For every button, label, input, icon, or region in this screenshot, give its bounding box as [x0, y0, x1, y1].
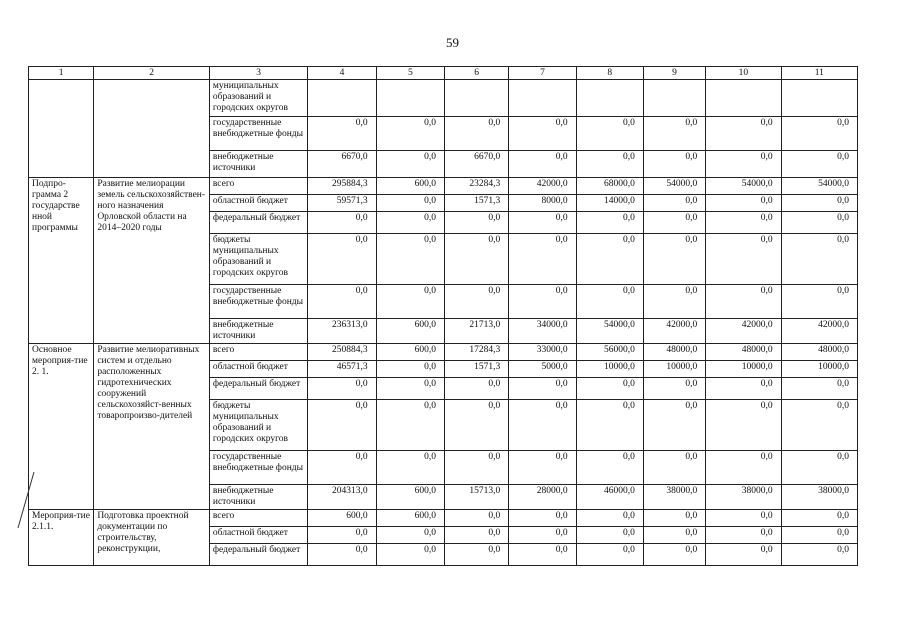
amount-cell: 0,0: [576, 234, 643, 285]
funding-source-cell: областной бюджет: [209, 195, 307, 212]
amount-cell: 6670,0: [308, 151, 376, 178]
header-cell: 1: [29, 67, 94, 80]
amount-cell: 54000,0: [781, 178, 857, 195]
program-code-cell: [29, 80, 94, 178]
funding-source-cell: внебюджетные источники: [209, 319, 307, 344]
program-name-cell: Развитие мелиорации земель сельскохозяйствен-ного назначения Орловской области на 2014–2020 годы: [94, 178, 210, 344]
funding-source-cell: областной бюджет: [209, 527, 307, 544]
amount-cell: 0,0: [444, 378, 508, 400]
amount-cell: 0,0: [509, 378, 576, 400]
amount-cell: [509, 80, 576, 117]
amount-cell: 0,0: [643, 151, 705, 178]
amount-cell: 0,0: [444, 212, 508, 234]
amount-cell: 33000,0: [509, 344, 576, 361]
amount-cell: [376, 80, 444, 117]
table-row: [29, 344, 858, 361]
amount-cell: 6670,0: [444, 151, 508, 178]
amount-cell: 0,0: [444, 451, 508, 485]
table-body: [29, 67, 858, 566]
funding-source-cell: муниципальных образований и городских округов: [209, 80, 307, 117]
amount-cell: 0,0: [444, 544, 508, 566]
budget-table: [28, 66, 858, 566]
amount-cell: 0,0: [643, 544, 705, 566]
header-cell: 2: [94, 67, 210, 80]
header-cell: 6: [444, 67, 508, 80]
amount-cell: 0,0: [781, 195, 857, 212]
amount-cell: 0,0: [576, 378, 643, 400]
amount-cell: 0,0: [643, 117, 705, 151]
amount-cell: 0,0: [376, 378, 444, 400]
amount-cell: 0,0: [308, 451, 376, 485]
amount-cell: 0,0: [308, 378, 376, 400]
amount-cell: 0,0: [509, 212, 576, 234]
amount-cell: 54000,0: [576, 319, 643, 344]
amount-cell: 0,0: [308, 527, 376, 544]
amount-cell: 10000,0: [706, 361, 781, 378]
funding-source-cell: бюджеты муниципальных образований и городских округов: [209, 400, 307, 451]
amount-cell: 600,0: [376, 485, 444, 510]
page-number: 59: [446, 35, 459, 50]
amount-cell: 46000,0: [576, 485, 643, 510]
amount-cell: 38000,0: [706, 485, 781, 510]
amount-cell: 0,0: [781, 151, 857, 178]
table-row: [29, 178, 858, 195]
amount-cell: 0,0: [444, 234, 508, 285]
header-cell: 7: [509, 67, 576, 80]
amount-cell: 0,0: [509, 285, 576, 319]
amount-cell: 0,0: [444, 117, 508, 151]
amount-cell: 0,0: [376, 117, 444, 151]
header-row: [29, 67, 858, 80]
amount-cell: 0,0: [643, 510, 705, 527]
table-row: [29, 80, 858, 117]
amount-cell: 0,0: [376, 234, 444, 285]
amount-cell: 0,0: [643, 195, 705, 212]
amount-cell: [643, 80, 705, 117]
amount-cell: 10000,0: [781, 361, 857, 378]
amount-cell: 0,0: [444, 527, 508, 544]
amount-cell: 28000,0: [509, 485, 576, 510]
pen-mark: [14, 470, 38, 530]
amount-cell: 0,0: [781, 285, 857, 319]
amount-cell: 0,0: [706, 544, 781, 566]
amount-cell: 0,0: [643, 378, 705, 400]
amount-cell: 0,0: [576, 544, 643, 566]
amount-cell: 0,0: [781, 451, 857, 485]
amount-cell: 38000,0: [781, 485, 857, 510]
amount-cell: 42000,0: [643, 319, 705, 344]
funding-source-cell: внебюджетные источники: [209, 151, 307, 178]
amount-cell: 0,0: [509, 117, 576, 151]
amount-cell: 0,0: [376, 527, 444, 544]
amount-cell: 59571,3: [308, 195, 376, 212]
amount-cell: 0,0: [308, 544, 376, 566]
funding-source-cell: государственные внебюджетные фонды: [209, 117, 307, 151]
amount-cell: 0,0: [376, 195, 444, 212]
amount-cell: 0,0: [509, 527, 576, 544]
amount-cell: 0,0: [781, 378, 857, 400]
funding-source-cell: всего: [209, 510, 307, 527]
amount-cell: 0,0: [781, 544, 857, 566]
amount-cell: 0,0: [509, 151, 576, 178]
amount-cell: 600,0: [376, 344, 444, 361]
amount-cell: 0,0: [509, 400, 576, 451]
amount-cell: 600,0: [376, 178, 444, 195]
amount-cell: 0,0: [781, 234, 857, 285]
amount-cell: 0,0: [781, 527, 857, 544]
amount-cell: [576, 80, 643, 117]
amount-cell: 48000,0: [643, 344, 705, 361]
amount-cell: [781, 80, 857, 117]
funding-source-cell: бюджеты муниципальных образований и городских округов: [209, 234, 307, 285]
amount-cell: 0,0: [376, 212, 444, 234]
amount-cell: 0,0: [444, 400, 508, 451]
amount-cell: 8000,0: [509, 195, 576, 212]
amount-cell: 0,0: [509, 451, 576, 485]
funding-source-cell: государственные внебюджетные фонды: [209, 285, 307, 319]
amount-cell: [444, 80, 508, 117]
amount-cell: 0,0: [781, 212, 857, 234]
amount-cell: 0,0: [376, 151, 444, 178]
header-cell: 9: [643, 67, 705, 80]
funding-source-cell: федеральный бюджет: [209, 378, 307, 400]
amount-cell: 600,0: [376, 510, 444, 527]
amount-cell: 1571,3: [444, 361, 508, 378]
amount-cell: 54000,0: [706, 178, 781, 195]
header-cell: 8: [576, 67, 643, 80]
amount-cell: 56000,0: [576, 344, 643, 361]
amount-cell: 0,0: [376, 400, 444, 451]
amount-cell: 0,0: [308, 117, 376, 151]
amount-cell: 0,0: [781, 400, 857, 451]
amount-cell: 0,0: [444, 285, 508, 319]
program-code-cell: Подпро-грамма 2 государстве нной программы: [29, 178, 94, 344]
amount-cell: 42000,0: [781, 319, 857, 344]
amount-cell: 0,0: [509, 544, 576, 566]
amount-cell: 42000,0: [706, 319, 781, 344]
amount-cell: 5000,0: [509, 361, 576, 378]
amount-cell: 0,0: [308, 400, 376, 451]
amount-cell: 0,0: [706, 285, 781, 319]
amount-cell: 38000,0: [643, 485, 705, 510]
header-cell: 4: [308, 67, 376, 80]
amount-cell: 54000,0: [643, 178, 705, 195]
amount-cell: 600,0: [308, 510, 376, 527]
amount-cell: 46571,3: [308, 361, 376, 378]
program-name-cell: Развитие мелиоративных систем и отдельно расположенных гидротехнических сооружений сельскохозяйст-венных товаропроизво-дителей: [94, 344, 210, 510]
amount-cell: 17284,3: [444, 344, 508, 361]
amount-cell: 0,0: [376, 361, 444, 378]
amount-cell: 0,0: [576, 527, 643, 544]
amount-cell: 21713,0: [444, 319, 508, 344]
amount-cell: 0,0: [509, 510, 576, 527]
amount-cell: 42000,0: [509, 178, 576, 195]
amount-cell: 204313,0: [308, 485, 376, 510]
amount-cell: 0,0: [308, 285, 376, 319]
amount-cell: 0,0: [576, 151, 643, 178]
funding-source-cell: областной бюджет: [209, 361, 307, 378]
amount-cell: 1571,3: [444, 195, 508, 212]
funding-source-cell: внебюджетные источники: [209, 485, 307, 510]
amount-cell: 0,0: [706, 527, 781, 544]
header-cell: 10: [706, 67, 781, 80]
amount-cell: 23284,3: [444, 178, 508, 195]
amount-cell: 15713,0: [444, 485, 508, 510]
amount-cell: 250884,3: [308, 344, 376, 361]
amount-cell: 0,0: [643, 234, 705, 285]
amount-cell: 0,0: [308, 234, 376, 285]
amount-cell: 0,0: [706, 212, 781, 234]
funding-source-cell: всего: [209, 178, 307, 195]
amount-cell: 0,0: [643, 212, 705, 234]
funding-source-cell: федеральный бюджет: [209, 212, 307, 234]
program-name-cell: Подготовка проектной документации по строительству, реконструкции,: [94, 510, 210, 566]
amount-cell: 0,0: [706, 378, 781, 400]
amount-cell: 68000,0: [576, 178, 643, 195]
amount-cell: 0,0: [509, 234, 576, 285]
amount-cell: 10000,0: [576, 361, 643, 378]
amount-cell: 600,0: [376, 319, 444, 344]
amount-cell: 0,0: [576, 212, 643, 234]
amount-cell: 0,0: [706, 234, 781, 285]
amount-cell: 0,0: [706, 151, 781, 178]
header-cell: 5: [376, 67, 444, 80]
amount-cell: 0,0: [444, 510, 508, 527]
program-code-cell: Мероприя-тие 2.1.1.: [29, 510, 94, 566]
amount-cell: 0,0: [706, 195, 781, 212]
amount-cell: 0,0: [576, 451, 643, 485]
funding-source-cell: государственные внебюджетные фонды: [209, 451, 307, 485]
amount-cell: 0,0: [376, 451, 444, 485]
program-name-cell: [94, 80, 210, 178]
amount-cell: 0,0: [643, 451, 705, 485]
header-cell: 3: [209, 67, 307, 80]
amount-cell: 236313,0: [308, 319, 376, 344]
amount-cell: 0,0: [576, 285, 643, 319]
amount-cell: 10000,0: [643, 361, 705, 378]
program-code-cell: Основное мероприя-тие 2. 1.: [29, 344, 94, 510]
amount-cell: 0,0: [643, 400, 705, 451]
amount-cell: 0,0: [706, 510, 781, 527]
amount-cell: 0,0: [376, 544, 444, 566]
amount-cell: 0,0: [576, 117, 643, 151]
amount-cell: [308, 80, 376, 117]
amount-cell: 0,0: [643, 285, 705, 319]
amount-cell: 14000,0: [576, 195, 643, 212]
amount-cell: 295884,3: [308, 178, 376, 195]
amount-cell: 0,0: [706, 117, 781, 151]
amount-cell: 0,0: [576, 510, 643, 527]
header-cell: 11: [781, 67, 857, 80]
amount-cell: 0,0: [781, 117, 857, 151]
amount-cell: 0,0: [706, 400, 781, 451]
amount-cell: 0,0: [643, 527, 705, 544]
amount-cell: [706, 80, 781, 117]
amount-cell: 0,0: [576, 400, 643, 451]
amount-cell: 48000,0: [781, 344, 857, 361]
table-row: [29, 510, 858, 527]
amount-cell: 0,0: [376, 285, 444, 319]
amount-cell: 0,0: [706, 451, 781, 485]
amount-cell: 0,0: [781, 510, 857, 527]
amount-cell: 34000,0: [509, 319, 576, 344]
funding-source-cell: всего: [209, 344, 307, 361]
amount-cell: 48000,0: [706, 344, 781, 361]
amount-cell: 0,0: [308, 212, 376, 234]
funding-source-cell: федеральный бюджет: [209, 544, 307, 566]
